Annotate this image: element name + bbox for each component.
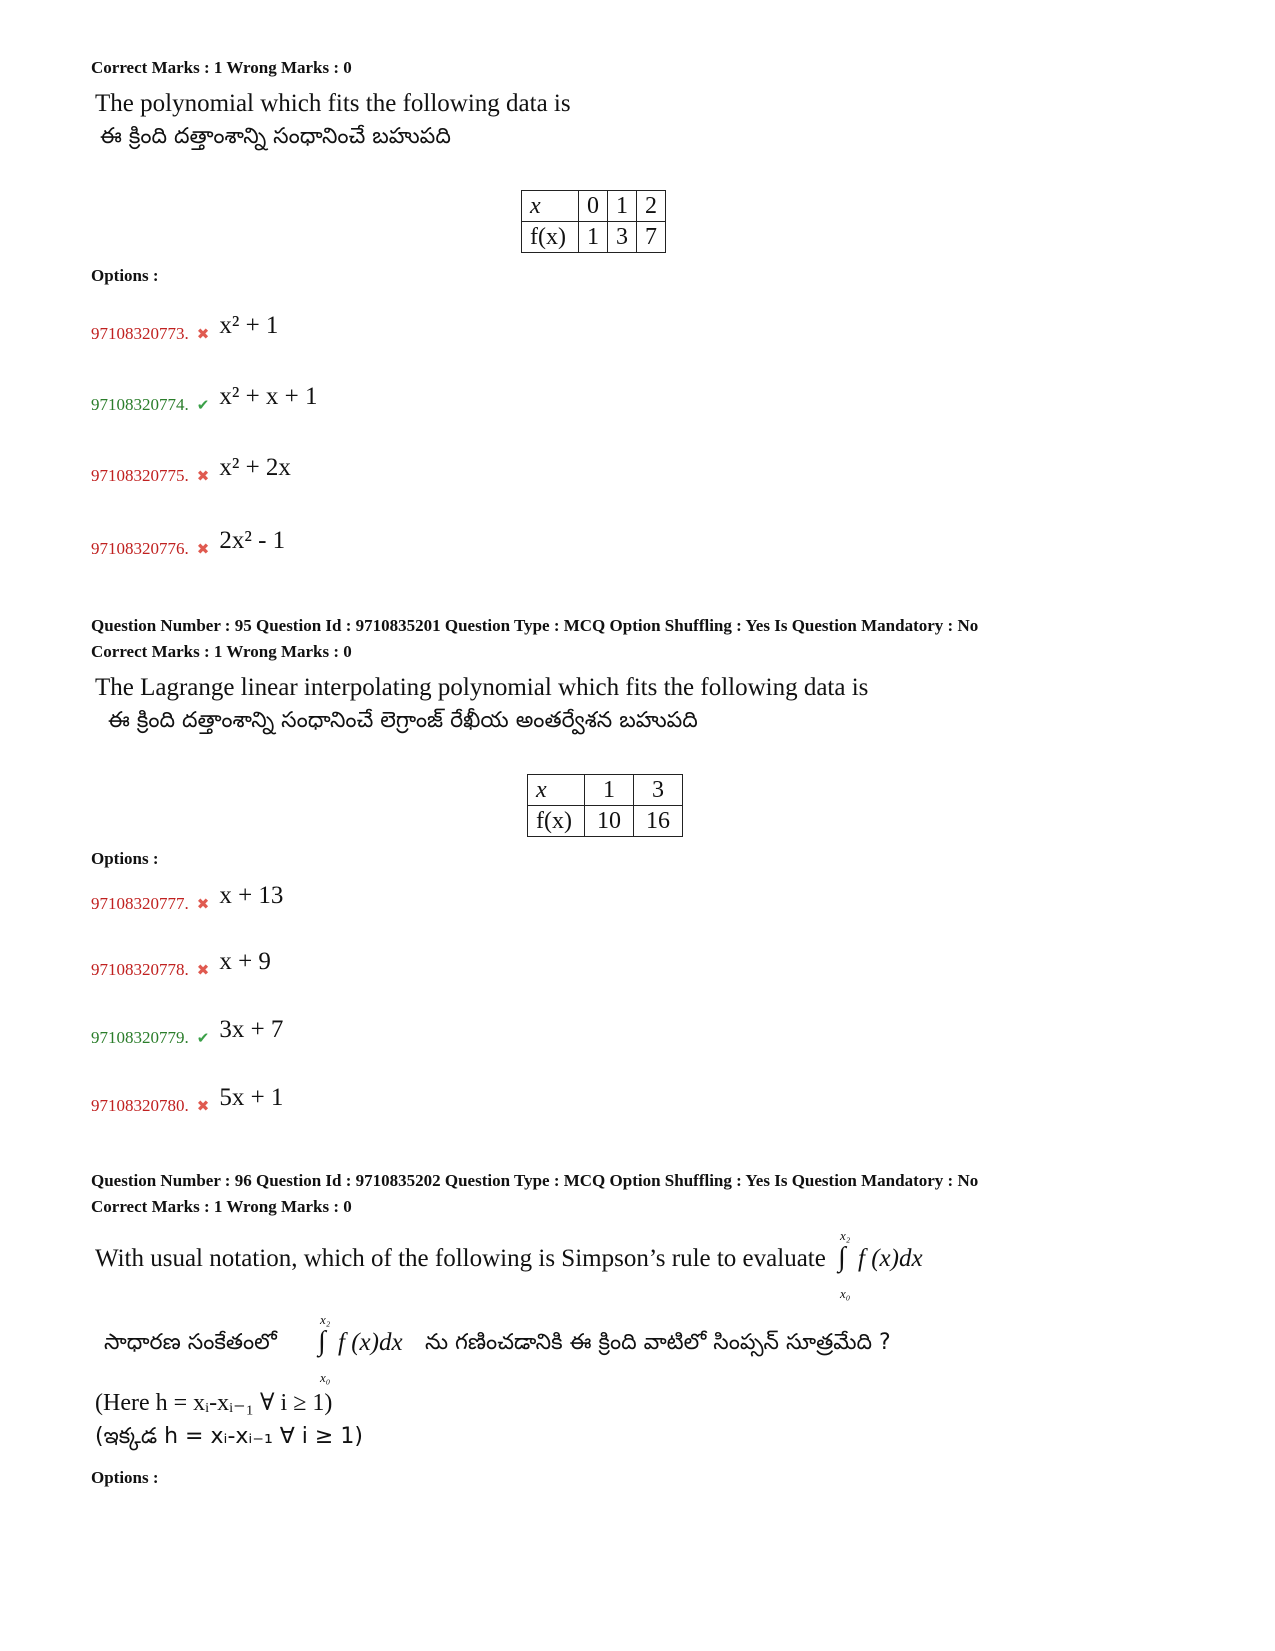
table-row xyxy=(522,222,666,253)
q96-note-te: (ఇక్కడ h = xᵢ-xᵢ₋₁ ∀ i ≥ 1) xyxy=(95,1424,363,1449)
q95-options-label: Options : xyxy=(91,849,159,868)
option-expression: 3x + 7 xyxy=(219,1016,284,1043)
q94-option-4[interactable] xyxy=(91,527,285,559)
q95-question-text-te: ఈ క్రింది దత్తాంశాన్ని సంధానించే లెగ్రాంజ్ రేఖీయ అంతర్వేశన బహుపది xyxy=(108,708,698,733)
option-id: 97108320777. xyxy=(91,894,189,913)
q96-integral-en xyxy=(838,1228,958,1308)
q96-integral-te xyxy=(318,1312,418,1392)
option-id: 97108320775. xyxy=(91,466,189,485)
q95-option-1[interactable] xyxy=(91,882,283,914)
q95-question-text-en: The Lagrange linear interpolating polynomial which fits the following data is xyxy=(95,674,869,701)
table-cell: 2 xyxy=(637,191,666,222)
table-cell: 10 xyxy=(585,806,634,837)
q96-question-text-en: With usual notation, which of the following is Simpson’s rule to evaluate xyxy=(95,1245,826,1272)
option-expression: x² + x + 1 xyxy=(219,383,318,410)
cross-icon: ✖ xyxy=(196,895,210,913)
option-id: 97108320780. xyxy=(91,1096,189,1115)
option-expression: x + 9 xyxy=(219,948,271,975)
option-expression: 2x² - 1 xyxy=(219,527,286,554)
option-id: 97108320778. xyxy=(91,960,189,979)
table-cell: 16 xyxy=(634,806,683,837)
table-row xyxy=(522,191,666,222)
q94-option-2[interactable] xyxy=(91,383,318,415)
q94-options-label: Options : xyxy=(91,266,159,285)
integral-lower-limit: x₀ xyxy=(320,1370,331,1385)
q95-marks: Correct Marks : 1 Wrong Marks : 0 xyxy=(91,642,352,661)
table-row xyxy=(528,775,683,806)
table-cell: 0 xyxy=(579,191,608,222)
table-cell: 3 xyxy=(634,775,683,806)
q94-option-1[interactable] xyxy=(91,312,278,344)
check-icon: ✔ xyxy=(196,396,210,414)
option-expression: x² + 1 xyxy=(219,312,279,339)
q95-data-table xyxy=(527,774,683,837)
q94-marks: Correct Marks : 1 Wrong Marks : 0 xyxy=(91,58,352,77)
table-header-fx: f(x) xyxy=(528,806,585,837)
q94-question-text-en: The polynomial which fits the following data is xyxy=(95,90,571,117)
cross-icon: ✖ xyxy=(196,540,210,558)
integrand: f (x)dx xyxy=(338,1329,403,1356)
table-header-x: x xyxy=(528,775,585,806)
q96-header: Question Number : 96 Question Id : 9710835202 Question Type : MCQ Option Shuffling : Yes Is Question Mandatory : No xyxy=(91,1171,979,1190)
table-cell: 1 xyxy=(608,191,637,222)
table-cell: 1 xyxy=(579,222,608,253)
table-header-fx: f(x) xyxy=(522,222,579,253)
table-cell: 1 xyxy=(585,775,634,806)
check-icon: ✔ xyxy=(196,1029,210,1047)
option-id: 97108320779. xyxy=(91,1028,189,1047)
option-expression: 5x + 1 xyxy=(219,1084,284,1111)
q95-header: Question Number : 95 Question Id : 9710835201 Question Type : MCQ Option Shuffling : Yes Is Question Mandatory : No xyxy=(91,616,979,635)
cross-icon: ✖ xyxy=(196,961,210,979)
cross-icon: ✖ xyxy=(196,1097,210,1115)
cross-icon: ✖ xyxy=(196,325,210,343)
table-header-x: x xyxy=(522,191,579,222)
cross-icon: ✖ xyxy=(196,467,210,485)
integral-sign-icon: ∫ xyxy=(838,1242,846,1273)
q94-question-text-te: ఈ క్రింది దత్తాంశాన్ని సంధానించే బహుపది xyxy=(100,124,451,149)
table-cell: 7 xyxy=(637,222,666,253)
integral-upper-limit: x₂ xyxy=(840,1228,851,1243)
integral-sign-icon: ∫ xyxy=(318,1326,326,1357)
option-expression: x² + 2x xyxy=(219,454,291,481)
q94-option-3[interactable] xyxy=(91,454,291,486)
q96-note-en: (Here h = xᵢ-xᵢ₋₁ ∀ i ≥ 1) xyxy=(95,1390,333,1416)
q95-option-2[interactable] xyxy=(91,948,271,980)
q96-question-text-te-b: ను గణించడానికి ఈ క్రింది వాటిలో సింప్సన్ సూత్రమేది ? xyxy=(425,1330,891,1355)
q95-option-3[interactable] xyxy=(91,1016,283,1048)
q94-data-table xyxy=(521,190,666,253)
integrand: f (x)dx xyxy=(858,1245,923,1272)
q96-question-text-te-a: సాధారణ సంకేతంలో xyxy=(104,1330,277,1355)
integral-lower-limit: x₀ xyxy=(840,1286,851,1301)
option-expression: x + 13 xyxy=(219,882,284,909)
table-row xyxy=(528,806,683,837)
integral-upper-limit: x₂ xyxy=(320,1312,331,1327)
q96-marks: Correct Marks : 1 Wrong Marks : 0 xyxy=(91,1197,352,1216)
option-id: 97108320773. xyxy=(91,324,189,343)
q95-option-4[interactable] xyxy=(91,1084,283,1116)
q96-options-label: Options : xyxy=(91,1468,159,1487)
option-id: 97108320774. xyxy=(91,395,189,414)
option-id: 97108320776. xyxy=(91,539,189,558)
table-cell: 3 xyxy=(608,222,637,253)
